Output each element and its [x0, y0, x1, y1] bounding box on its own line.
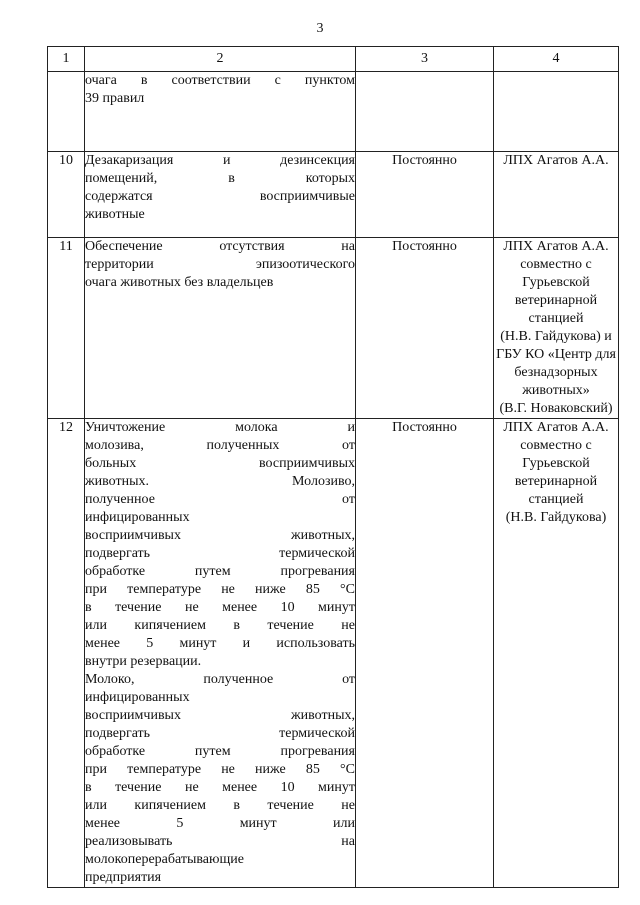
- responsible-party: [494, 238, 619, 419]
- header-cell-2: 2: [85, 47, 356, 72]
- responsible-line: животных»: [522, 383, 590, 398]
- responsible-party: [494, 72, 619, 152]
- measure-period: [356, 72, 494, 152]
- description-line: менее 5 минут и использовать: [85, 636, 355, 651]
- description-line: восприимчивых животных,: [85, 528, 355, 543]
- row-number: 10: [48, 152, 85, 238]
- description-line: реализовывать на: [85, 834, 355, 849]
- description-line: Молоко, полученное от: [85, 672, 355, 687]
- description-line: в течение не менее 10 минут: [85, 600, 355, 615]
- description-line: или кипячением в течение не: [85, 618, 355, 633]
- measure-period: Постоянно: [356, 152, 494, 238]
- responsible-line: ветеринарной станцией: [514, 474, 598, 507]
- page-number: 3: [316, 21, 324, 36]
- measure-description: [85, 419, 356, 888]
- description-line: обработке путем прогревания: [85, 564, 355, 579]
- description-line: животных. Молозиво,: [85, 474, 355, 489]
- responsible-line: ветеринарной станцией: [514, 293, 598, 326]
- table-row: [48, 72, 619, 152]
- responsible-line: (Н.В. Гайдукова): [505, 510, 607, 525]
- responsible-line: совместно с: [520, 438, 592, 453]
- responsible-line: ГБУ КО «Центр для: [496, 347, 616, 362]
- measure-period: Постоянно: [356, 238, 494, 419]
- measure-period: Постоянно: [356, 419, 494, 888]
- table-header-row: [48, 47, 619, 72]
- description-line: подвергать термической: [85, 546, 355, 561]
- description-line: Уничтожение молока и: [85, 420, 355, 435]
- description-line: территории эпизоотического: [85, 257, 355, 272]
- responsible-line: ЛПХ Агатов А.А.: [503, 153, 609, 168]
- responsible-line: Гурьевской: [522, 275, 590, 290]
- description-line: молокоперерабатывающие: [85, 852, 244, 867]
- table-row: [48, 238, 619, 419]
- description-line: очага в соответствии с пунктом: [85, 73, 355, 88]
- description-line: очага животных без владельцев: [85, 275, 274, 290]
- table-row: [48, 152, 619, 238]
- description-line: при температуре не ниже 85 °С: [85, 582, 355, 597]
- description-line: 39 правил: [85, 91, 145, 106]
- description-line: животные: [85, 207, 145, 222]
- description-line: содержатся восприимчивые: [85, 189, 355, 204]
- table-row: [48, 419, 619, 888]
- description-line: полученное от: [85, 492, 355, 507]
- description-line: в течение не менее 10 минут: [85, 780, 355, 795]
- measure-description: [85, 152, 356, 238]
- header-cell-4: 4: [494, 47, 619, 72]
- description-line: восприимчивых животных,: [85, 708, 355, 723]
- responsible-line: (Н.В. Гайдукова) и: [500, 329, 612, 344]
- description-line: Обеспечение отсутствия на: [85, 239, 355, 254]
- description-line: инфицированных: [85, 510, 190, 525]
- responsible-party: [494, 419, 619, 888]
- description-line: инфицированных: [85, 690, 190, 705]
- row-number: 12: [48, 419, 85, 888]
- measure-description: [85, 72, 356, 152]
- description-line: при температуре не ниже 85 °С: [85, 762, 355, 777]
- description-line: больных восприимчивых: [85, 456, 355, 471]
- row-number: 11: [48, 238, 85, 419]
- measure-description: [85, 238, 356, 419]
- responsible-line: безнадзорных: [514, 365, 598, 380]
- description-line: внутри резервации.: [85, 654, 202, 669]
- description-line: молозива, полученных от: [85, 438, 355, 453]
- description-line: предприятия: [85, 870, 162, 885]
- measures-table: [47, 46, 619, 888]
- row-number: [48, 72, 85, 152]
- responsible-line: совместно с: [520, 257, 592, 272]
- responsible-line: ЛПХ Агатов А.А.: [503, 239, 609, 254]
- description-line: обработке путем прогревания: [85, 744, 355, 759]
- responsible-line: ЛПХ Агатов А.А.: [503, 420, 609, 435]
- description-line: помещений, в которых: [85, 171, 355, 186]
- header-cell-3: 3: [356, 47, 494, 72]
- description-line: или кипячением в течение не: [85, 798, 355, 813]
- description-line: менее 5 минут или: [85, 816, 355, 831]
- responsible-line: Гурьевской: [522, 456, 590, 471]
- responsible-party: [494, 152, 619, 238]
- description-line: Дезакаризация и дезинсекция: [85, 153, 355, 168]
- header-cell-1: 1: [48, 47, 85, 72]
- description-line: подвергать термической: [85, 726, 355, 741]
- responsible-line: (В.Г. Новаковский): [499, 401, 613, 416]
